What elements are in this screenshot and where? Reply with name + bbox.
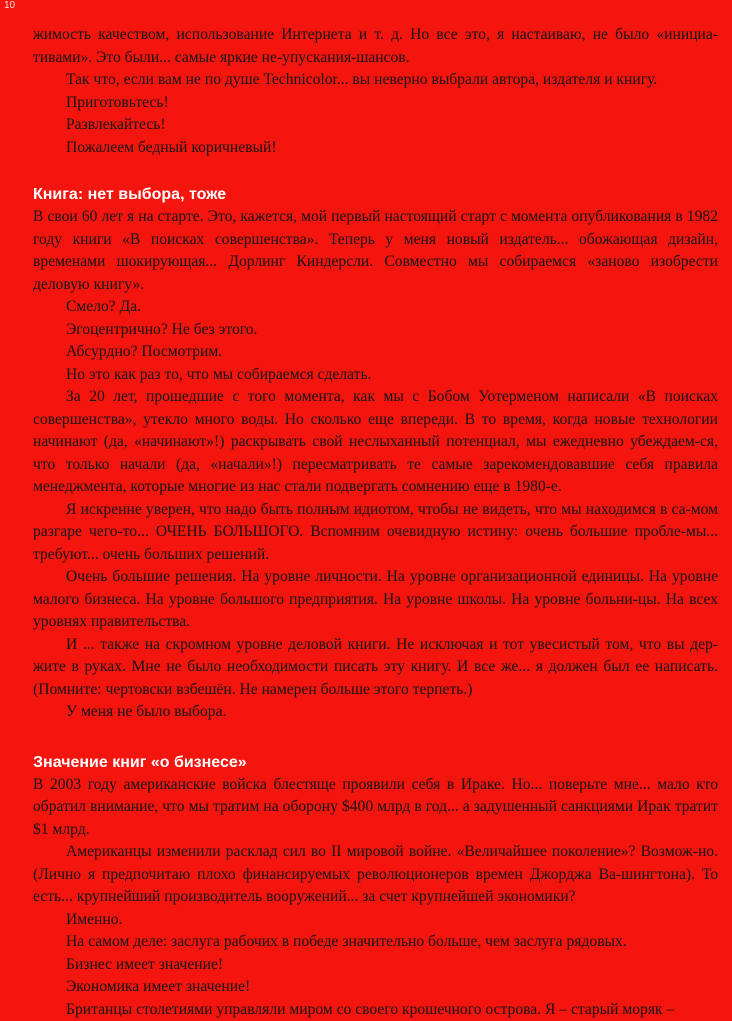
body-paragraph: И ... также на скромном уровне деловой книги. Не исключая и тот увесистый том, что вы дер-жите в руках. Мне не было необходимости писать эту книгу. И все же... я должен был ее написать. (Помните: чертовски взбешён. Не намерен больше этого терпеть.) bbox=[33, 634, 718, 702]
body-paragraph: Британцы столетиями управляли миром со своего крошечного острова. Я – старый моряк – bbox=[33, 999, 718, 1021]
body-paragraph: Смело? Да. bbox=[33, 296, 718, 319]
intro-exclamation: Развлекайтесь! bbox=[33, 114, 718, 137]
body-paragraph: У меня не было выбора. bbox=[33, 701, 718, 724]
section-heading: Значение книг «о бизнесе» bbox=[33, 752, 718, 774]
body-paragraph: Бизнес имеет значение! bbox=[33, 954, 718, 977]
body-paragraph: В 2003 году американские войска блестяще проявили себя в Ираке. Но... поверьте мне... мало кто обратил внимание, что мы тратим на оборону $400 млрд в год... а задушенный санкциями Ирак тратит $1 млрд. bbox=[33, 774, 718, 842]
body-paragraph: Очень большие решения. На уровне личности. На уровне организационной единицы. На уровне малого бизнеса. На уровне большого предприятия. На уровне школы. На уровне больни-цы. На всех уровнях правительства. bbox=[33, 566, 718, 634]
body-paragraph: Американцы изменили расклад сил во II мировой войне. «Величайшее поколение»? Возмож-но. (Лично я предпочитаю плохо финансируемых революционеров времен Джорджа Ва-шингтона). То есть... крупнейший производитель вооружений... за счет крупнейшей экономики? bbox=[33, 841, 718, 909]
page-number: 10 bbox=[4, 0, 15, 11]
body-paragraph: Абсурдно? Посмотрим. bbox=[33, 341, 718, 364]
body-paragraph: На самом деле: заслуга рабочих в победе значительно больше, чем заслуга рядовых. bbox=[33, 931, 718, 954]
body-paragraph: Экономика имеет значение! bbox=[33, 976, 718, 999]
body-paragraph: За 20 лет, прошедшие с того момента, как мы с Бобом Уотерменом написали «В поисках совершенства», утекло много воды. Но сколько еще впереди. В то время, когда новые технологии начинают (да, «начинают»!) раскрывать свой неслыханный потенциал, мы ежедневно убеждаем-ся, что только начали (да, «начали»!) пересматривать те самые зарекомендовавшие себя правила менеджмента, которые многие из нас стали подвергать сомнению еще в 1980-е. bbox=[33, 386, 718, 499]
section-heading: Книга: нет выбора, тоже bbox=[33, 184, 718, 206]
body-paragraph: В свои 60 лет я на старте. Это, кажется, мой первый настоящий старт с момента опубликования в 1982 году книги «В поисках совершенства». Теперь у меня новый издатель... обожающая дизайн, временами шокирующая... Дорлинг Киндерсли. Совместно мы собираемся «заново изобрести деловую книгу». bbox=[33, 206, 718, 296]
intro-paragraph: жимость качеством, использование Интернета и т. д. Но все это, я настаиваю, не было «инициа-тивами». Это были... самые яркие не-упускания-шансов. bbox=[33, 24, 718, 69]
body-paragraph: Я искренне уверен, что надо быть полным идиотом, чтобы не видеть, что мы находимся в са-мом разгаре чего-то... ОЧЕНЬ БОЛЬШОГО. Вспомним очевидную истину: очень большие пробле-мы... требуют... очень больших решений. bbox=[33, 499, 718, 567]
intro-exclamation: Пожалеем бедный коричневый! bbox=[33, 137, 718, 160]
body-paragraph: Эгоцентрично? Не без этого. bbox=[33, 319, 718, 342]
page-body bbox=[33, 24, 718, 1021]
intro-paragraph: Так что, если вам не по душе Technicolor... вы неверно выбрали автора, издателя и книгу. bbox=[33, 69, 718, 92]
body-paragraph: Но это как раз то, что мы собираемся сделать. bbox=[33, 364, 718, 387]
intro-exclamation: Приготовьтесь! bbox=[33, 92, 718, 115]
body-paragraph: Именно. bbox=[33, 909, 718, 932]
